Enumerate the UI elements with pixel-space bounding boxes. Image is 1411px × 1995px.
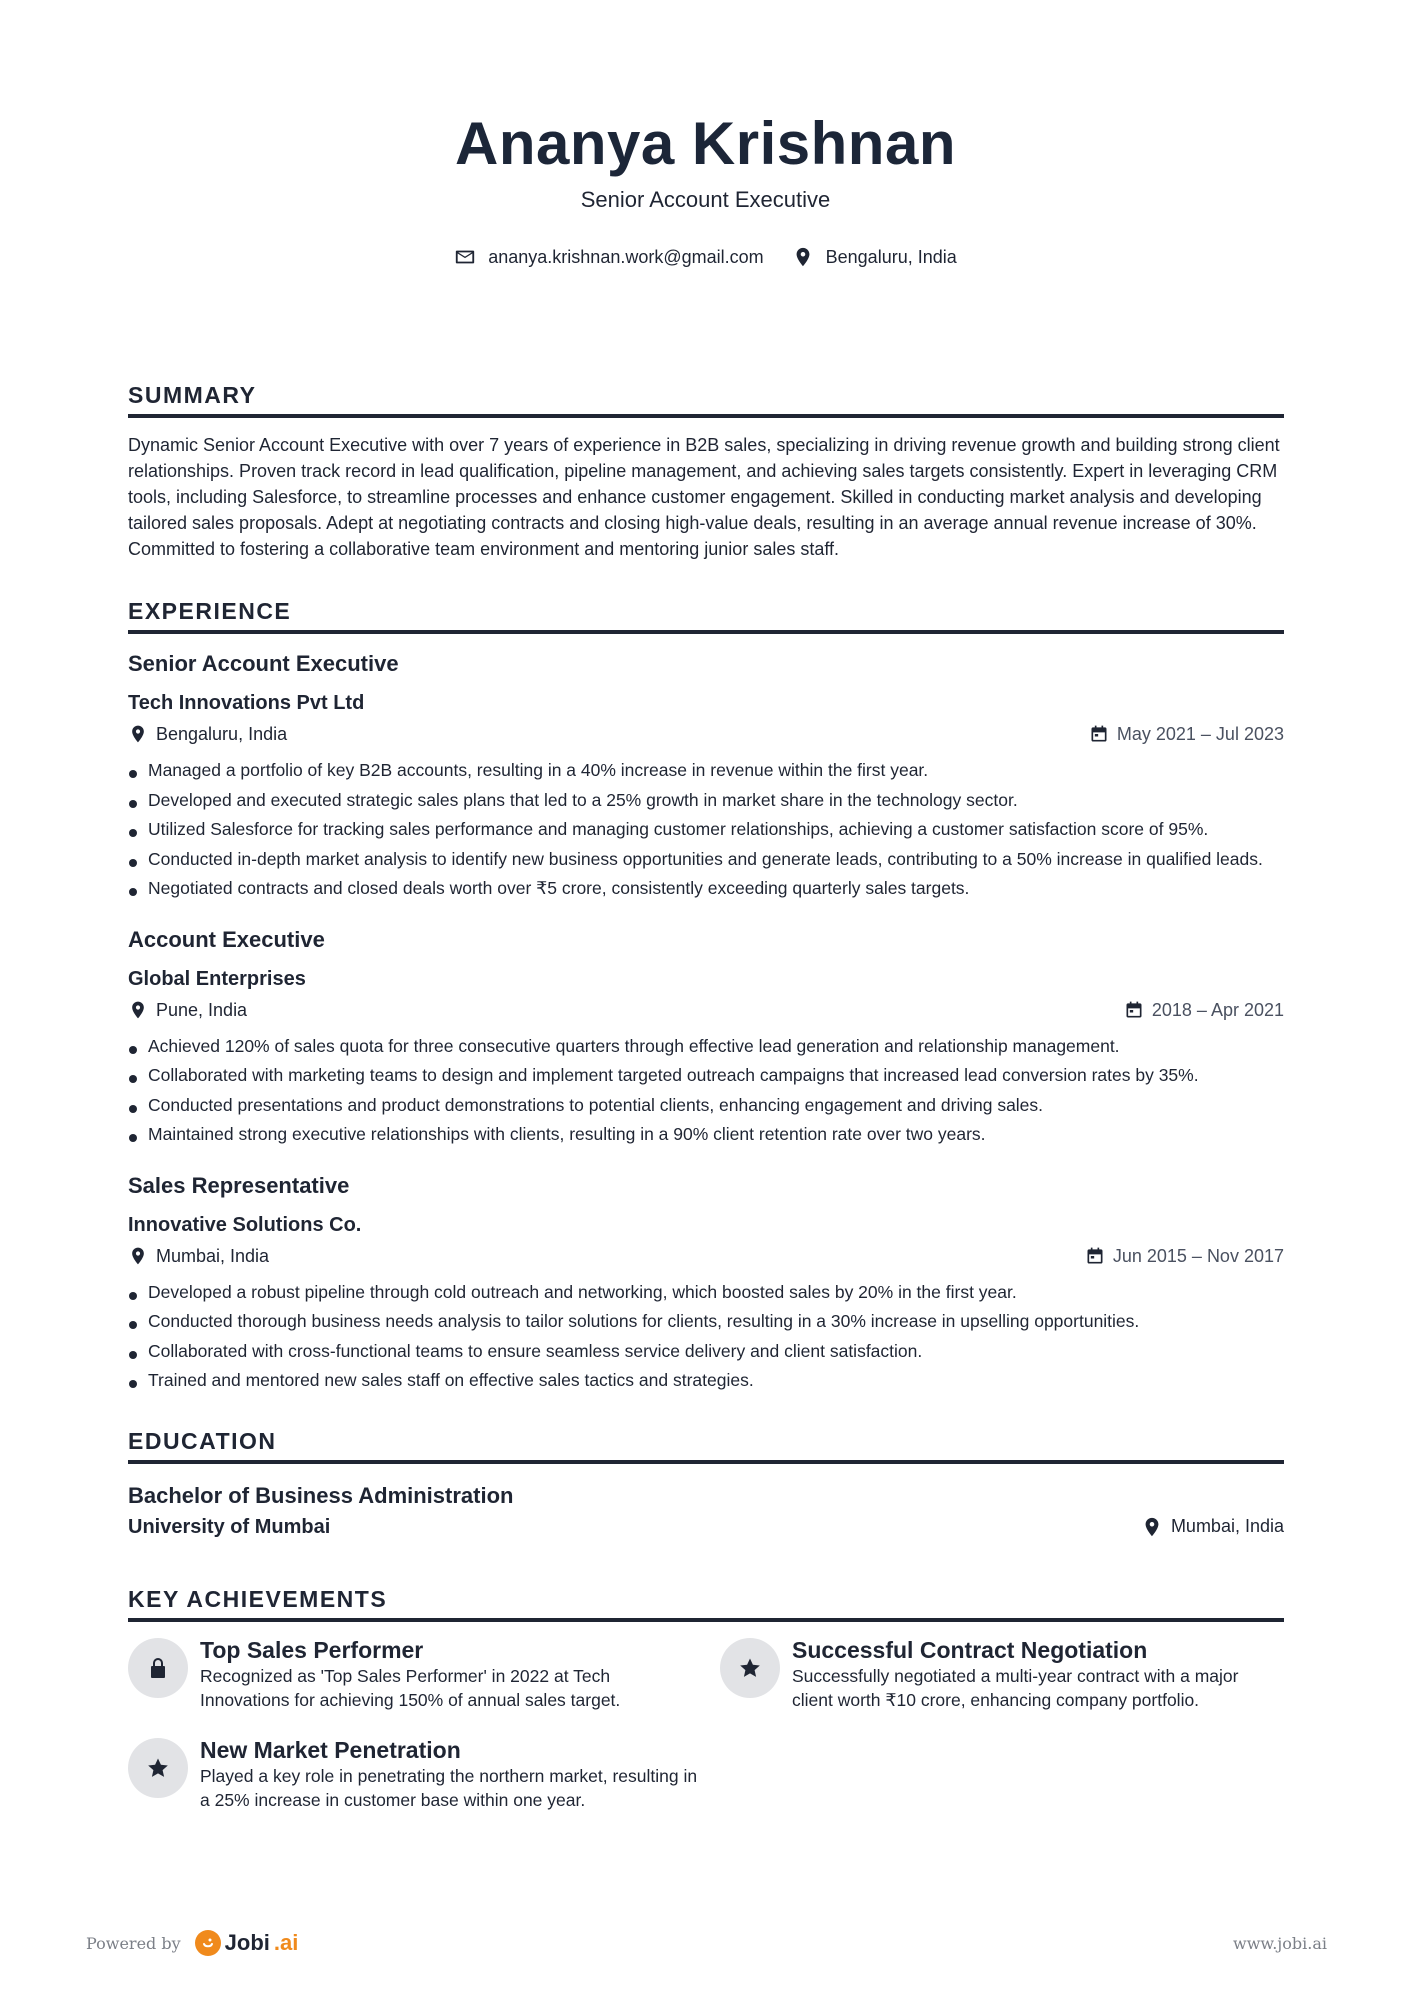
- powered-by-text: Powered by: [86, 1933, 181, 1953]
- job-bullet: Conducted in-depth market analysis to identify new business opportunities and generate leads, contributing to a 50% increase in qualified leads.: [128, 845, 1284, 875]
- job-dates-text: 2018 – Apr 2021: [1151, 999, 1284, 1020]
- job-meta: [128, 1244, 1284, 1268]
- achievement-title: New Market Penetration: [200, 1736, 461, 1763]
- achievement-title: Top Sales Performer: [200, 1636, 424, 1663]
- experience-section: [128, 596, 1284, 1396]
- job-bullet: Utilized Salesforce for tracking sales performance and managing customer relationships, achieving a customer satisfaction score of 95%.: [128, 815, 1284, 845]
- job-role: Sales Representative: [128, 1172, 350, 1198]
- location-pin-icon: [128, 724, 148, 744]
- job-bullets: [128, 1032, 1284, 1150]
- job-entry: [128, 1172, 1284, 1396]
- logo-accent-text: .ai: [273, 1930, 299, 1955]
- job-dates: [1124, 998, 1284, 1022]
- job-bullet: Managed a portfolio of key B2B accounts, resulting in a 40% increase in revenue within the first year.: [128, 756, 1284, 786]
- achievement-item: [720, 1636, 1284, 1712]
- job-bullet: Developed and executed strategic sales plans that led to a 25% growth in market share in the technology sector.: [128, 786, 1284, 816]
- job-location-text: Bengaluru, India: [156, 724, 288, 744]
- job-company: Global Enterprises: [128, 967, 306, 990]
- job-dates-text: Jun 2015 – Nov 2017: [1112, 1245, 1284, 1266]
- summary-text: Dynamic Senior Account Executive with over 7 years of experience in B2B sales, specializing in driving revenue growth and building strong client relationships. Proven track record in lead qualification, pipeline management, and achieving sales targets consistently. Expert in leveraging CRM tools, including Salesforce, to streamline processes and enhance customer engagement. Skilled in conducting market analysis and developing tailored sales proposals. Adept at negotiating contracts and closing high-value deals, resulting in an average annual revenue increase of 30%. Committed to fostering a collaborative team environment and mentoring junior sales staff.: [128, 435, 1280, 559]
- location-pin-icon: [128, 1000, 148, 1020]
- job-location: [128, 998, 247, 1022]
- job-dates-text: May 2021 – Jul 2023: [1116, 724, 1284, 744]
- location-pin-icon: [128, 1246, 148, 1266]
- contact-location: [792, 246, 957, 268]
- job-location: [128, 1244, 269, 1268]
- section-heading-education: EDUCATION: [128, 1427, 277, 1454]
- section-heading-summary: SUMMARY: [128, 382, 257, 408]
- jobi-logo[interactable]: [195, 1930, 299, 1956]
- contact-email[interactable]: [454, 246, 763, 268]
- job-location-text: Pune, India: [156, 999, 248, 1020]
- job-bullets: [128, 756, 1284, 904]
- job-entry: [128, 926, 1284, 1150]
- star-icon: [128, 1738, 188, 1798]
- section-heading-experience: EXPERIENCE: [128, 598, 292, 624]
- job-bullet: Achieved 120% of sales quota for three consecutive quarters through effective lead generation and relationship management.: [128, 1032, 1284, 1062]
- achievements-section: [128, 1584, 1284, 1812]
- powered-by: [86, 1930, 298, 1956]
- job-bullet: Developed a robust pipeline through cold outreach and networking, which boosted sales by 20% in the first year.: [128, 1278, 1284, 1308]
- job-location-text: Mumbai, India: [156, 1245, 270, 1266]
- achievement-item: [128, 1736, 720, 1812]
- location-pin-icon: [1141, 1516, 1163, 1538]
- job-bullet: Collaborated with cross-functional teams to ensure seamless service delivery and client satisfaction.: [128, 1337, 1284, 1367]
- degree-title: Bachelor of Business Administration: [128, 1482, 514, 1508]
- contact-row: [0, 246, 1411, 268]
- job-bullets: [128, 1278, 1284, 1396]
- jobi-logo-icon: [195, 1930, 221, 1956]
- summary-section: [128, 380, 1284, 562]
- candidate-name: Ananya Krishnan: [455, 110, 956, 177]
- calendar-icon: [1085, 1246, 1105, 1266]
- job-company: Innovative Solutions Co.: [128, 1213, 362, 1236]
- job-dates: [1089, 722, 1284, 746]
- education-row: [128, 1514, 1284, 1540]
- job-bullet: Conducted presentations and product demonstrations to potential clients, enhancing engagement and driving sales.: [128, 1091, 1284, 1121]
- email-text[interactable]: ananya.krishnan.work@gmail.com: [488, 246, 764, 267]
- job-location: [128, 722, 287, 746]
- achievement-desc: Recognized as 'Top Sales Performer' in 2022 at Tech Innovations for achieving 150% of annual sales target.: [200, 1665, 621, 1710]
- footer-site-link[interactable]: www.jobi.ai: [1233, 1933, 1327, 1953]
- star-icon: [720, 1638, 780, 1698]
- education-location: [1141, 1516, 1284, 1538]
- job-company: Tech Innovations Pvt Ltd: [128, 692, 365, 714]
- education-location-text: Mumbai, India: [1170, 1516, 1284, 1536]
- job-bullet: Trained and mentored new sales staff on effective sales tactics and strategies.: [128, 1366, 1284, 1396]
- job-bullet: Maintained strong executive relationships with clients, resulting in a 90% client retention rate over two years.: [128, 1120, 1284, 1150]
- achievement-desc: Successfully negotiated a multi-year contract with a major client worth ₹10 crore, enhancing company portfolio.: [792, 1665, 1239, 1710]
- job-bullet: Collaborated with marketing teams to design and implement targeted outreach campaigns that increased lead conversion rates by 35%.: [128, 1061, 1284, 1091]
- calendar-icon: [1124, 1000, 1144, 1020]
- mail-icon: [454, 246, 476, 268]
- candidate-title: Senior Account Executive: [580, 187, 831, 212]
- achievement-desc: Played a key role in penetrating the northern market, resulting in a 25% increase in customer base within one year.: [200, 1765, 698, 1810]
- job-dates: [1085, 1244, 1284, 1268]
- section-divider: [128, 1460, 1284, 1464]
- job-role: Account Executive: [128, 926, 325, 952]
- logo-text: Jobi: [224, 1930, 270, 1955]
- section-divider: [128, 414, 1284, 418]
- achievement-title: Successful Contract Negotiation: [792, 1636, 1148, 1663]
- page-footer: [86, 1930, 1327, 1956]
- section-heading-achievements: KEY ACHIEVEMENTS: [128, 1585, 388, 1612]
- location-text: Bengaluru, India: [825, 246, 957, 267]
- job-bullet: Conducted thorough business needs analysis to tailor solutions for clients, resulting in a 30% increase in upselling opportunities.: [128, 1307, 1284, 1337]
- achievement-item: [128, 1636, 720, 1712]
- job-meta: [128, 722, 1284, 746]
- school-name: University of Mumbai: [128, 1515, 331, 1538]
- job-entry: [128, 650, 1284, 904]
- resume-header: [0, 108, 1411, 214]
- lock-icon: [128, 1638, 188, 1698]
- section-divider: [128, 630, 1284, 634]
- education-section: [128, 1426, 1284, 1540]
- section-divider: [128, 1618, 1284, 1622]
- achievements-grid: [128, 1636, 1284, 1812]
- location-pin-icon: [792, 246, 814, 268]
- job-role: Senior Account Executive: [128, 651, 399, 676]
- job-meta: [128, 998, 1284, 1022]
- job-bullet: Negotiated contracts and closed deals worth over ₹5 crore, consistently exceeding quarterly sales targets.: [128, 874, 1284, 904]
- resume-body: [128, 380, 1284, 1812]
- calendar-icon: [1089, 724, 1109, 744]
